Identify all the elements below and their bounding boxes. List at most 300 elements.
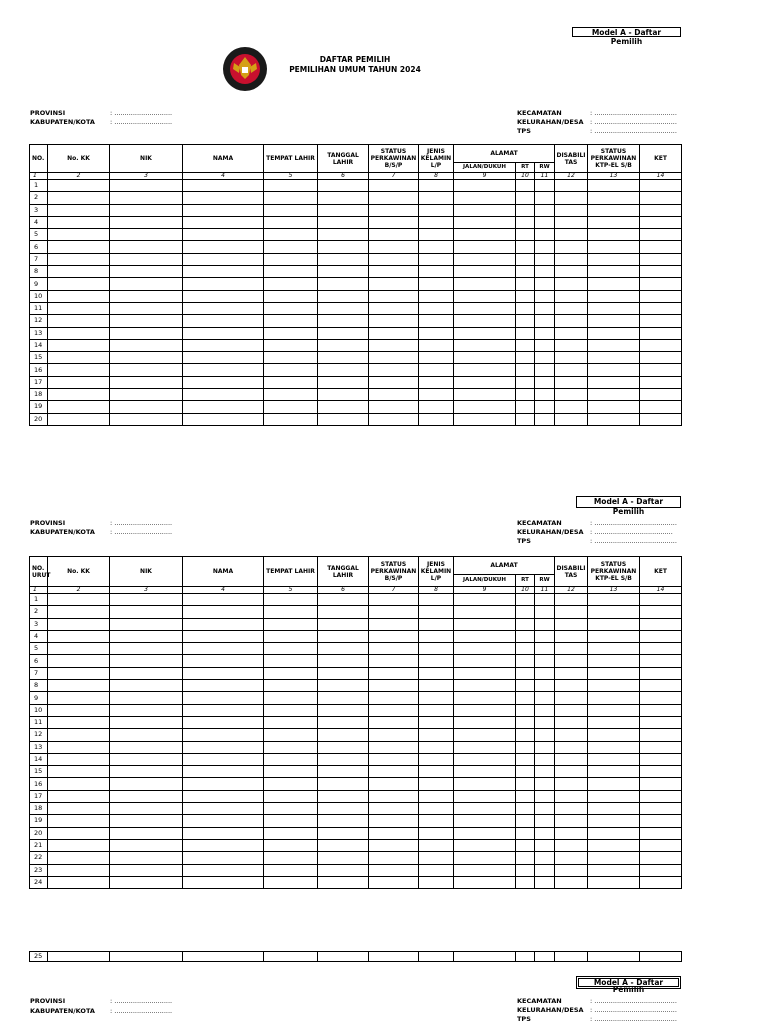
table-cell[interactable] <box>369 327 419 339</box>
table-cell[interactable] <box>588 815 640 827</box>
table-cell[interactable] <box>640 413 682 425</box>
table-cell[interactable] <box>555 204 588 216</box>
table-cell[interactable] <box>110 655 183 667</box>
table-cell[interactable] <box>183 704 264 716</box>
table-cell[interactable] <box>369 704 419 716</box>
table-cell[interactable] <box>454 216 516 228</box>
table-cell[interactable] <box>110 827 183 839</box>
table-cell[interactable] <box>369 618 419 630</box>
table-cell[interactable] <box>183 315 264 327</box>
table-cell[interactable] <box>48 952 110 962</box>
table-cell[interactable] <box>48 630 110 642</box>
table-cell[interactable] <box>516 364 535 376</box>
table-cell[interactable] <box>555 253 588 265</box>
table-cell[interactable] <box>183 839 264 851</box>
table-cell[interactable] <box>640 716 682 728</box>
table-cell[interactable] <box>264 229 318 241</box>
table-cell[interactable] <box>183 606 264 618</box>
table-cell[interactable] <box>588 753 640 765</box>
table-cell[interactable] <box>264 606 318 618</box>
table-cell[interactable] <box>555 741 588 753</box>
table-cell[interactable] <box>48 352 110 364</box>
table-cell[interactable] <box>640 180 682 192</box>
table-cell[interactable] <box>555 704 588 716</box>
table-cell[interactable] <box>516 729 535 741</box>
table-cell[interactable] <box>555 667 588 679</box>
table-cell[interactable] <box>318 327 369 339</box>
table-cell[interactable] <box>48 852 110 864</box>
table-cell[interactable] <box>588 389 640 401</box>
table-cell[interactable] <box>516 376 535 388</box>
table-cell[interactable] <box>588 241 640 253</box>
table-cell[interactable] <box>535 327 555 339</box>
table-cell[interactable] <box>588 339 640 351</box>
table-cell[interactable] <box>264 594 318 606</box>
table-cell[interactable] <box>640 594 682 606</box>
table-cell[interactable] <box>369 376 419 388</box>
table-cell[interactable] <box>535 729 555 741</box>
table-cell[interactable] <box>48 229 110 241</box>
table-cell[interactable] <box>419 302 454 314</box>
table-cell[interactable] <box>264 364 318 376</box>
table-cell[interactable] <box>454 753 516 765</box>
table-cell[interactable] <box>640 352 682 364</box>
table-cell[interactable] <box>588 216 640 228</box>
table-cell[interactable] <box>535 290 555 302</box>
table-cell[interactable] <box>588 352 640 364</box>
table-cell[interactable] <box>640 852 682 864</box>
table-cell[interactable] <box>110 839 183 851</box>
table-cell[interactable] <box>48 401 110 413</box>
table-cell[interactable] <box>48 315 110 327</box>
table-cell[interactable] <box>318 389 369 401</box>
table-cell[interactable] <box>318 827 369 839</box>
table-cell[interactable] <box>535 266 555 278</box>
table-cell[interactable] <box>555 790 588 802</box>
table-cell[interactable] <box>369 716 419 728</box>
table-cell[interactable] <box>369 655 419 667</box>
table-cell[interactable] <box>640 790 682 802</box>
table-cell[interactable] <box>318 180 369 192</box>
table-cell[interactable] <box>555 778 588 790</box>
table-cell[interactable] <box>419 229 454 241</box>
table-cell[interactable] <box>419 803 454 815</box>
table-cell[interactable] <box>369 852 419 864</box>
table-cell[interactable] <box>516 315 535 327</box>
table-cell[interactable] <box>588 192 640 204</box>
table-cell[interactable] <box>48 241 110 253</box>
table-cell[interactable] <box>318 778 369 790</box>
table-cell[interactable] <box>640 667 682 679</box>
table-cell[interactable] <box>264 741 318 753</box>
table-cell[interactable] <box>535 692 555 704</box>
table-cell[interactable] <box>48 667 110 679</box>
table-cell[interactable] <box>588 327 640 339</box>
table-cell[interactable] <box>110 594 183 606</box>
table-cell[interactable] <box>419 827 454 839</box>
table-cell[interactable] <box>516 778 535 790</box>
table-cell[interactable] <box>454 290 516 302</box>
table-cell[interactable] <box>535 216 555 228</box>
table-cell[interactable] <box>110 630 183 642</box>
table-cell[interactable] <box>110 327 183 339</box>
table-cell[interactable] <box>110 643 183 655</box>
table-cell[interactable] <box>535 315 555 327</box>
table-cell[interactable] <box>419 864 454 876</box>
table-cell[interactable] <box>516 401 535 413</box>
table-cell[interactable] <box>516 389 535 401</box>
table-cell[interactable] <box>369 753 419 765</box>
table-cell[interactable] <box>516 680 535 692</box>
table-cell[interactable] <box>454 655 516 667</box>
table-cell[interactable] <box>535 803 555 815</box>
table-cell[interactable] <box>369 315 419 327</box>
table-cell[interactable] <box>48 290 110 302</box>
table-cell[interactable] <box>535 253 555 265</box>
table-cell[interactable] <box>640 839 682 851</box>
table-cell[interactable] <box>516 815 535 827</box>
table-cell[interactable] <box>110 315 183 327</box>
table-cell[interactable] <box>640 766 682 778</box>
table-cell[interactable] <box>48 618 110 630</box>
table-cell[interactable] <box>640 315 682 327</box>
table-cell[interactable] <box>419 278 454 290</box>
table-cell[interactable] <box>535 180 555 192</box>
table-cell[interactable] <box>318 852 369 864</box>
table-cell[interactable] <box>555 692 588 704</box>
table-cell[interactable] <box>419 766 454 778</box>
table-cell[interactable] <box>264 389 318 401</box>
table-cell[interactable] <box>264 680 318 692</box>
table-cell[interactable] <box>110 253 183 265</box>
table-cell[interactable] <box>555 753 588 765</box>
table-cell[interactable] <box>48 729 110 741</box>
table-cell[interactable] <box>110 790 183 802</box>
table-cell[interactable] <box>640 241 682 253</box>
table-cell[interactable] <box>183 413 264 425</box>
table-cell[interactable] <box>110 692 183 704</box>
table-cell[interactable] <box>454 594 516 606</box>
table-cell[interactable] <box>588 302 640 314</box>
table-cell[interactable] <box>369 864 419 876</box>
table-cell[interactable] <box>454 204 516 216</box>
table-cell[interactable] <box>264 852 318 864</box>
table-cell[interactable] <box>48 790 110 802</box>
table-cell[interactable] <box>588 766 640 778</box>
table-cell[interactable] <box>183 827 264 839</box>
table-cell[interactable] <box>183 253 264 265</box>
table-cell[interactable] <box>535 643 555 655</box>
table-cell[interactable] <box>183 630 264 642</box>
table-cell[interactable] <box>369 339 419 351</box>
table-cell[interactable] <box>454 952 516 962</box>
table-cell[interactable] <box>454 278 516 290</box>
table-cell[interactable] <box>318 790 369 802</box>
table-cell[interactable] <box>588 290 640 302</box>
table-cell[interactable] <box>555 241 588 253</box>
table-cell[interactable] <box>48 413 110 425</box>
table-cell[interactable] <box>640 680 682 692</box>
table-cell[interactable] <box>419 266 454 278</box>
table-cell[interactable] <box>640 753 682 765</box>
table-cell[interactable] <box>640 606 682 618</box>
table-cell[interactable] <box>318 192 369 204</box>
table-cell[interactable] <box>516 352 535 364</box>
table-cell[interactable] <box>555 952 588 962</box>
table-cell[interactable] <box>369 803 419 815</box>
table-cell[interactable] <box>516 618 535 630</box>
table-cell[interactable] <box>48 827 110 839</box>
table-cell[interactable] <box>516 753 535 765</box>
table-cell[interactable] <box>516 643 535 655</box>
table-cell[interactable] <box>640 864 682 876</box>
table-cell[interactable] <box>318 618 369 630</box>
table-cell[interactable] <box>588 643 640 655</box>
table-cell[interactable] <box>369 302 419 314</box>
table-cell[interactable] <box>419 192 454 204</box>
table-cell[interactable] <box>110 290 183 302</box>
table-cell[interactable] <box>555 803 588 815</box>
table-cell[interactable] <box>48 778 110 790</box>
table-cell[interactable] <box>588 692 640 704</box>
table-cell[interactable] <box>318 729 369 741</box>
table-cell[interactable] <box>535 606 555 618</box>
table-cell[interactable] <box>588 315 640 327</box>
table-cell[interactable] <box>454 839 516 851</box>
table-cell[interactable] <box>369 790 419 802</box>
table-cell[interactable] <box>369 952 419 962</box>
table-cell[interactable] <box>264 352 318 364</box>
table-cell[interactable] <box>419 839 454 851</box>
table-cell[interactable] <box>454 339 516 351</box>
table-cell[interactable] <box>588 618 640 630</box>
table-cell[interactable] <box>535 389 555 401</box>
table-cell[interactable] <box>264 692 318 704</box>
table-cell[interactable] <box>454 766 516 778</box>
table-cell[interactable] <box>264 839 318 851</box>
table-cell[interactable] <box>419 180 454 192</box>
table-cell[interactable] <box>369 229 419 241</box>
table-cell[interactable] <box>535 839 555 851</box>
table-cell[interactable] <box>183 778 264 790</box>
table-cell[interactable] <box>419 815 454 827</box>
table-cell[interactable] <box>588 253 640 265</box>
table-cell[interactable] <box>588 594 640 606</box>
table-cell[interactable] <box>183 216 264 228</box>
table-cell[interactable] <box>369 606 419 618</box>
table-cell[interactable] <box>110 680 183 692</box>
table-cell[interactable] <box>516 741 535 753</box>
table-cell[interactable] <box>588 790 640 802</box>
table-cell[interactable] <box>110 952 183 962</box>
table-cell[interactable] <box>555 278 588 290</box>
table-cell[interactable] <box>419 376 454 388</box>
table-cell[interactable] <box>110 876 183 888</box>
table-cell[interactable] <box>48 803 110 815</box>
table-cell[interactable] <box>264 876 318 888</box>
table-cell[interactable] <box>555 852 588 864</box>
table-cell[interactable] <box>516 655 535 667</box>
table-cell[interactable] <box>535 594 555 606</box>
table-cell[interactable] <box>318 655 369 667</box>
table-cell[interactable] <box>454 692 516 704</box>
table-cell[interactable] <box>419 618 454 630</box>
table-cell[interactable] <box>535 778 555 790</box>
table-cell[interactable] <box>318 815 369 827</box>
table-cell[interactable] <box>369 401 419 413</box>
table-cell[interactable] <box>48 253 110 265</box>
table-cell[interactable] <box>588 864 640 876</box>
table-cell[interactable] <box>588 952 640 962</box>
table-cell[interactable] <box>264 253 318 265</box>
table-cell[interactable] <box>48 753 110 765</box>
table-cell[interactable] <box>264 618 318 630</box>
table-cell[interactable] <box>48 680 110 692</box>
table-cell[interactable] <box>454 667 516 679</box>
table-cell[interactable] <box>454 729 516 741</box>
table-cell[interactable] <box>264 630 318 642</box>
table-cell[interactable] <box>555 827 588 839</box>
table-cell[interactable] <box>264 643 318 655</box>
table-cell[interactable] <box>110 352 183 364</box>
table-cell[interactable] <box>264 241 318 253</box>
table-cell[interactable] <box>318 278 369 290</box>
table-cell[interactable] <box>183 278 264 290</box>
table-cell[interactable] <box>419 692 454 704</box>
table-cell[interactable] <box>183 766 264 778</box>
table-cell[interactable] <box>419 852 454 864</box>
table-cell[interactable] <box>110 364 183 376</box>
table-cell[interactable] <box>110 302 183 314</box>
table-cell[interactable] <box>588 778 640 790</box>
table-cell[interactable] <box>183 803 264 815</box>
table-cell[interactable] <box>48 180 110 192</box>
table-cell[interactable] <box>516 716 535 728</box>
table-cell[interactable] <box>588 204 640 216</box>
table-cell[interactable] <box>454 229 516 241</box>
table-cell[interactable] <box>516 790 535 802</box>
table-cell[interactable] <box>318 229 369 241</box>
table-cell[interactable] <box>369 667 419 679</box>
table-cell[interactable] <box>48 839 110 851</box>
table-cell[interactable] <box>454 716 516 728</box>
table-cell[interactable] <box>588 180 640 192</box>
table-cell[interactable] <box>454 741 516 753</box>
table-cell[interactable] <box>535 667 555 679</box>
table-cell[interactable] <box>183 618 264 630</box>
table-cell[interactable] <box>183 192 264 204</box>
table-cell[interactable] <box>110 376 183 388</box>
table-cell[interactable] <box>369 827 419 839</box>
table-cell[interactable] <box>454 401 516 413</box>
table-cell[interactable] <box>419 204 454 216</box>
table-cell[interactable] <box>640 827 682 839</box>
table-cell[interactable] <box>640 204 682 216</box>
table-cell[interactable] <box>318 216 369 228</box>
table-cell[interactable] <box>588 364 640 376</box>
table-cell[interactable] <box>516 852 535 864</box>
table-cell[interactable] <box>535 618 555 630</box>
table-cell[interactable] <box>419 630 454 642</box>
table-cell[interactable] <box>183 952 264 962</box>
table-cell[interactable] <box>264 204 318 216</box>
table-cell[interactable] <box>419 876 454 888</box>
table-cell[interactable] <box>588 876 640 888</box>
table-cell[interactable] <box>110 753 183 765</box>
table-cell[interactable] <box>555 413 588 425</box>
table-cell[interactable] <box>555 864 588 876</box>
table-cell[interactable] <box>535 401 555 413</box>
table-cell[interactable] <box>454 630 516 642</box>
table-cell[interactable] <box>110 606 183 618</box>
table-cell[interactable] <box>369 729 419 741</box>
table-cell[interactable] <box>419 290 454 302</box>
table-cell[interactable] <box>454 827 516 839</box>
table-cell[interactable] <box>640 302 682 314</box>
table-cell[interactable] <box>48 327 110 339</box>
table-cell[interactable] <box>48 655 110 667</box>
table-cell[interactable] <box>369 216 419 228</box>
table-cell[interactable] <box>454 266 516 278</box>
table-cell[interactable] <box>588 827 640 839</box>
table-cell[interactable] <box>454 376 516 388</box>
table-cell[interactable] <box>640 364 682 376</box>
table-cell[interactable] <box>640 618 682 630</box>
table-cell[interactable] <box>183 729 264 741</box>
table-cell[interactable] <box>264 704 318 716</box>
table-cell[interactable] <box>535 864 555 876</box>
table-cell[interactable] <box>110 729 183 741</box>
table-cell[interactable] <box>110 401 183 413</box>
table-cell[interactable] <box>535 630 555 642</box>
table-cell[interactable] <box>369 741 419 753</box>
table-cell[interactable] <box>369 241 419 253</box>
table-cell[interactable] <box>48 606 110 618</box>
table-cell[interactable] <box>48 766 110 778</box>
table-cell[interactable] <box>588 413 640 425</box>
table-cell[interactable] <box>516 302 535 314</box>
table-cell[interactable] <box>264 376 318 388</box>
table-cell[interactable] <box>588 741 640 753</box>
table-cell[interactable] <box>110 618 183 630</box>
table-cell[interactable] <box>369 692 419 704</box>
table-cell[interactable] <box>369 389 419 401</box>
table-cell[interactable] <box>454 327 516 339</box>
table-cell[interactable] <box>419 606 454 618</box>
table-cell[interactable] <box>264 216 318 228</box>
table-cell[interactable] <box>535 339 555 351</box>
table-cell[interactable] <box>555 192 588 204</box>
table-cell[interactable] <box>454 864 516 876</box>
table-cell[interactable] <box>183 876 264 888</box>
table-cell[interactable] <box>516 839 535 851</box>
table-cell[interactable] <box>110 229 183 241</box>
table-cell[interactable] <box>516 229 535 241</box>
table-cell[interactable] <box>454 704 516 716</box>
table-cell[interactable] <box>555 876 588 888</box>
table-cell[interactable] <box>588 729 640 741</box>
table-cell[interactable] <box>419 339 454 351</box>
table-cell[interactable] <box>535 741 555 753</box>
table-cell[interactable] <box>535 766 555 778</box>
table-cell[interactable] <box>535 413 555 425</box>
table-cell[interactable] <box>48 716 110 728</box>
table-cell[interactable] <box>588 704 640 716</box>
table-cell[interactable] <box>516 704 535 716</box>
table-cell[interactable] <box>419 241 454 253</box>
table-cell[interactable] <box>640 815 682 827</box>
table-cell[interactable] <box>555 290 588 302</box>
